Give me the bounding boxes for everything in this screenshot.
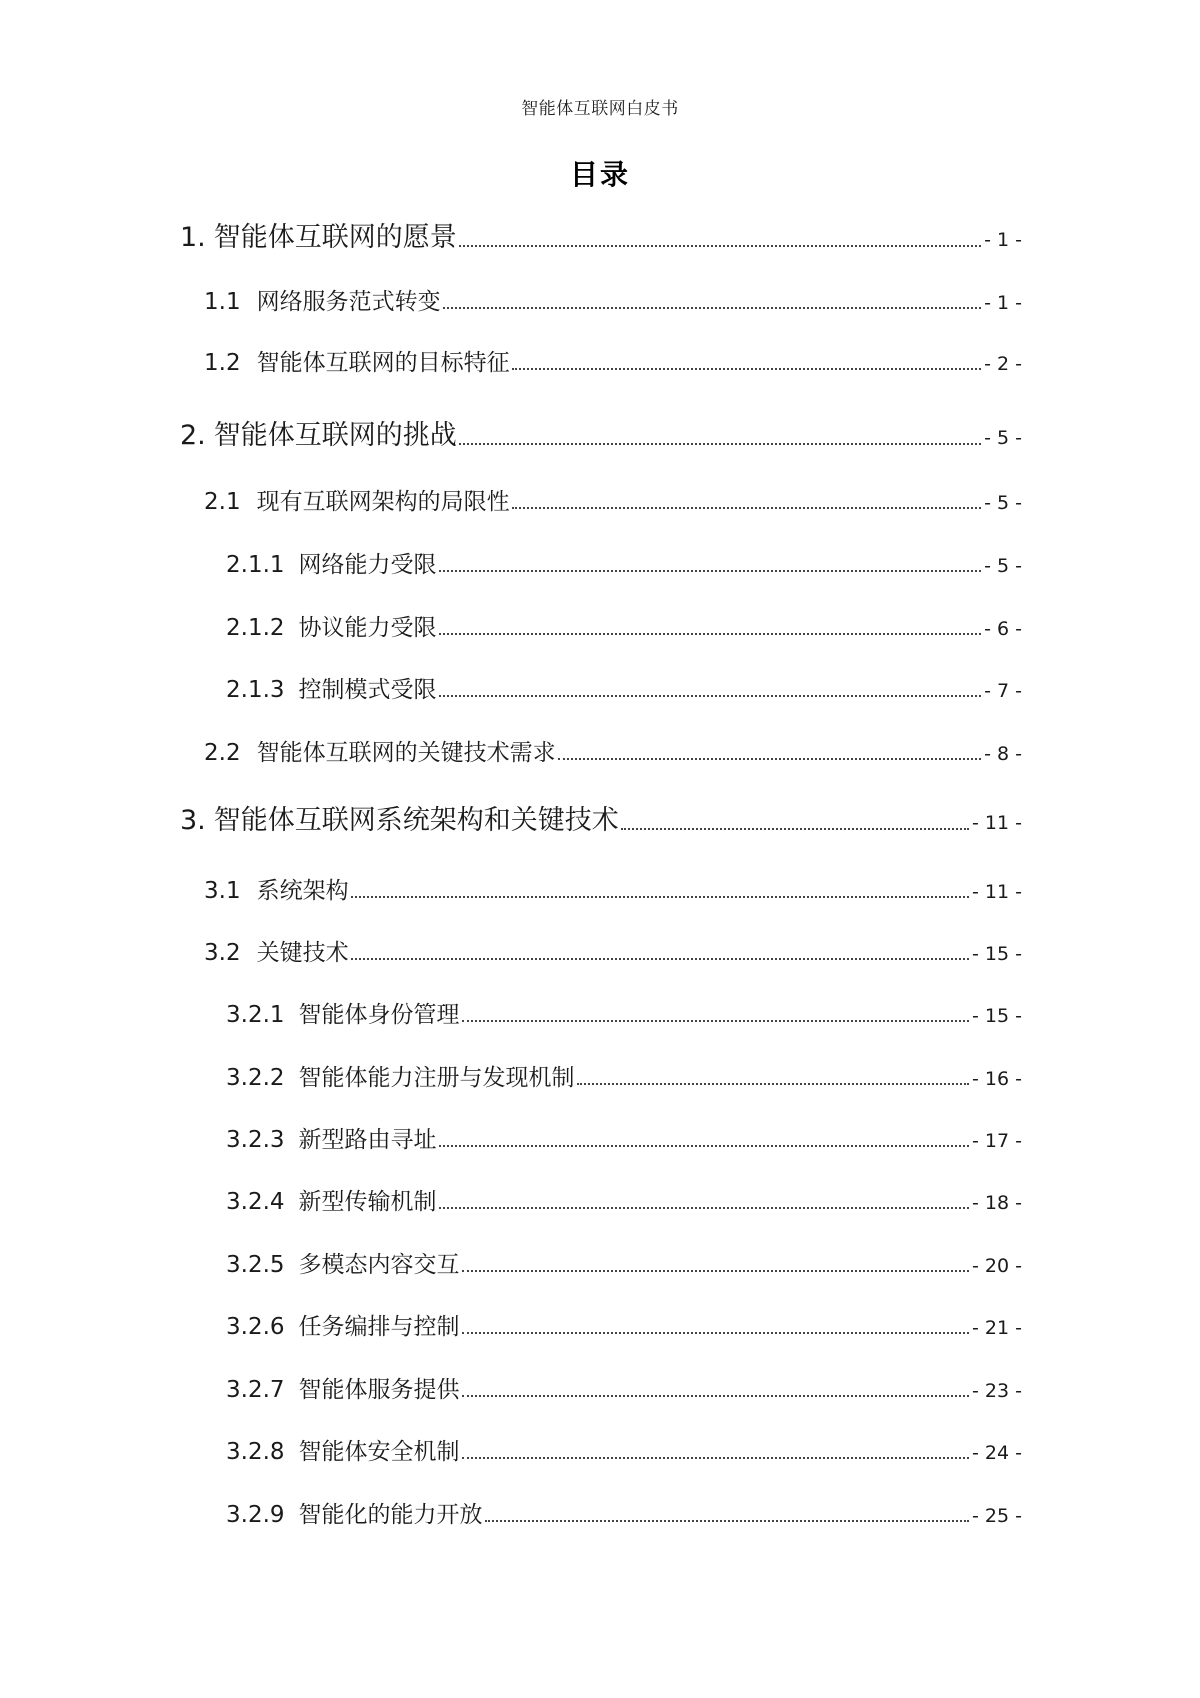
toc-entry-number: 3.2 [204,940,241,966]
dot-leader [462,1332,970,1334]
toc-entry-page: - 23 - [972,1379,1022,1402]
toc-entry-label: 智能体互联网的挑战 [213,420,457,451]
toc-entry-2-1-1[interactable] [226,552,1022,578]
toc-entry-page: - 17 - [972,1129,1022,1152]
toc-entry-3-1[interactable] [204,878,1022,904]
toc-entry-label: 智能体安全机制 [298,1439,460,1465]
toc-entry-number: 3.2.6 [226,1314,285,1340]
toc-entry-page: - 5 - [984,427,1022,450]
toc-entry-page: - 5 - [984,491,1022,514]
toc-entry-page: - 5 - [984,554,1022,577]
toc-entry-label: 智能体服务提供 [298,1377,460,1403]
dot-leader [459,245,981,247]
toc-entry-page: - 6 - [984,617,1022,640]
toc-entry-number: 3.2.1 [226,1002,285,1028]
dot-leader [512,507,982,509]
toc-entry-label: 现有互联网架构的局限性 [256,489,510,515]
dot-leader [351,896,969,898]
toc-entry-2-2[interactable] [204,740,1022,766]
toc-entry-label: 智能体互联网的愿景 [213,222,457,253]
toc-entry-3-2-3[interactable] [226,1127,1022,1153]
dot-leader [443,307,982,309]
toc-entry-1-1[interactable] [204,289,1022,315]
toc-entry-page: - 7 - [984,679,1022,702]
dot-leader [351,958,969,960]
toc-entry-page: - 1 - [984,291,1022,314]
toc-entry-number: 2.2 [204,740,241,766]
dot-leader [439,570,982,572]
dot-leader [459,443,981,445]
toc-entry-label: 网络能力受限 [298,552,437,578]
toc-entry-2-1[interactable] [204,489,1022,515]
dot-leader [439,633,982,635]
toc-entry-label: 智能体身份管理 [298,1002,460,1028]
toc-entry-label: 协议能力受限 [298,615,437,641]
toc-entry-label: 控制模式受限 [298,677,437,703]
toc-entry-3-2-6[interactable] [226,1314,1022,1340]
toc-entry-label: 智能化的能力开放 [298,1502,483,1528]
toc-entry-3-2-8[interactable] [226,1439,1022,1465]
toc-entry-number: 2. [180,420,206,451]
toc-entry-page: - 25 - [972,1504,1022,1527]
dot-leader [439,1207,970,1209]
toc-entry-page: - 8 - [984,742,1022,765]
dot-leader [485,1520,970,1522]
toc-entry-3-2-2[interactable] [226,1065,1022,1091]
toc-entry-3-2-9[interactable] [226,1502,1022,1528]
toc-entry-label: 网络服务范式转变 [256,289,441,315]
toc-entry-number: 3.2.7 [226,1377,285,1403]
toc-entry-page: - 15 - [972,1004,1022,1027]
toc-entry-2-1-2[interactable] [226,615,1022,641]
toc-entry-number: 2.1.2 [226,615,285,641]
toc-title: 目录 [569,158,630,191]
toc-entry-label: 系统架构 [256,878,349,904]
toc-entry-1-2[interactable] [204,350,1022,376]
toc-entry-label: 关键技术 [256,940,349,966]
dot-leader [462,1270,970,1272]
toc-entry-3-2-4[interactable] [226,1189,1022,1215]
dot-leader [577,1083,970,1085]
toc-entry-label: 新型路由寻址 [298,1127,437,1153]
dot-leader [512,368,982,370]
toc-entry-page: - 16 - [972,1067,1022,1090]
dot-leader [462,1020,970,1022]
toc-entry-3[interactable] [180,805,1022,836]
toc-entry-number: 3.2.4 [226,1189,285,1215]
toc-entry-1[interactable] [180,222,1022,253]
toc-entry-number: 1.1 [204,289,241,315]
toc-entry-3-2-5[interactable] [226,1252,1022,1278]
toc-entry-number: 3.2.3 [226,1127,285,1153]
toc-entry-page: - 11 - [972,812,1022,835]
toc-entry-number: 3.2.9 [226,1502,285,1528]
toc-entry-page: - 18 - [972,1191,1022,1214]
toc-entry-number: 1. [180,222,206,253]
toc-entry-label: 新型传输机制 [298,1189,437,1215]
toc-entry-label: 任务编排与控制 [298,1314,460,1340]
toc-entry-page: - 20 - [972,1254,1022,1277]
toc-entry-number: 2.1.1 [226,552,285,578]
toc-entry-number: 1.2 [204,350,241,376]
toc-entry-label: 多模态内容交互 [298,1252,460,1278]
dot-leader [621,828,969,830]
toc-entry-page: - 21 - [972,1316,1022,1339]
toc-entry-number: 3.1 [204,878,241,904]
toc-entry-label: 智能体能力注册与发现机制 [298,1065,575,1091]
toc-entry-3-2-1[interactable] [226,1002,1022,1028]
toc-entry-label: 智能体互联网系统架构和关键技术 [213,805,619,836]
toc-entry-page: - 2 - [984,352,1022,375]
toc-entry-label: 智能体互联网的目标特征 [256,350,510,376]
toc-entry-number: 2.1 [204,489,241,515]
dot-leader [439,1145,970,1147]
toc-entry-2[interactable] [180,420,1022,451]
running-header: 智能体互联网白皮书 [521,99,679,119]
toc-entry-3-2-7[interactable] [226,1377,1022,1403]
toc-entry-number: 3.2.8 [226,1439,285,1465]
toc-entry-page: - 1 - [984,229,1022,252]
dot-leader [558,758,982,760]
dot-leader [439,695,982,697]
toc-entry-page: - 11 - [972,880,1022,903]
toc-entry-number: 3.2.2 [226,1065,285,1091]
dot-leader [462,1457,970,1459]
toc-entry-number: 3. [180,805,206,836]
dot-leader [462,1395,970,1397]
toc-entry-3-2[interactable] [204,940,1022,966]
toc-entry-page: - 24 - [972,1441,1022,1464]
toc-entry-number: 3.2.5 [226,1252,285,1278]
toc-entry-2-1-3[interactable] [226,677,1022,703]
toc-entry-page: - 15 - [972,942,1022,965]
toc-entry-label: 智能体互联网的关键技术需求 [256,740,556,766]
toc-entry-number: 2.1.3 [226,677,285,703]
